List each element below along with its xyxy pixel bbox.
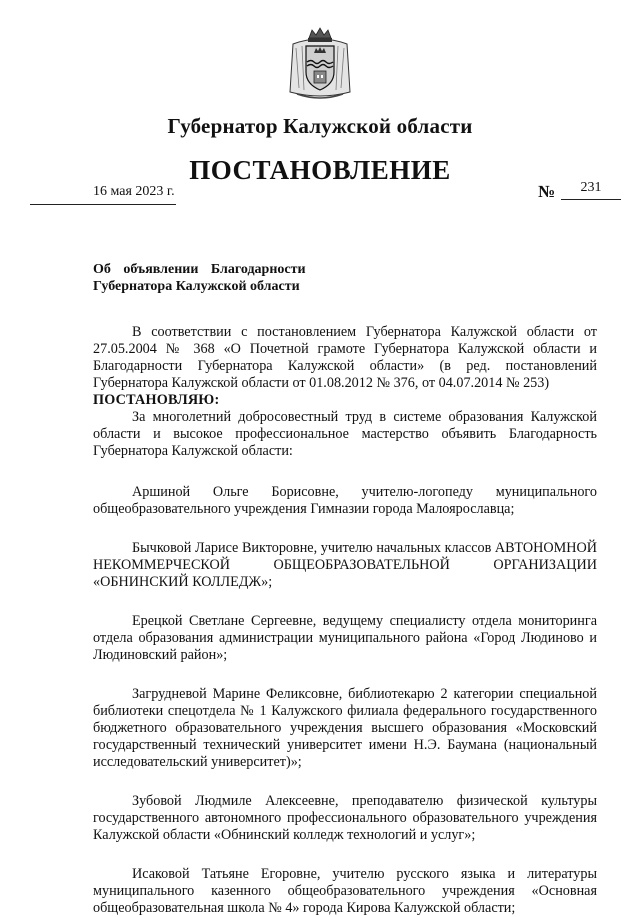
document-date: 16 мая 2023 г. bbox=[93, 184, 175, 199]
governor-title: Губернатор Калужской области bbox=[167, 114, 473, 138]
awardee-paragraph: Аршиной Ольге Борисовне, учителю-логопеду муниципального общеобразовательного учреждения Гимназии города Малоярославца; bbox=[93, 484, 597, 517]
awardee-paragraph: Зубовой Людмиле Алексеевне, преподавателю физической культуры государственного автономного профессионального образовательного учреждения Калужской области «Обнинский колледж технологий и услуг»; bbox=[93, 793, 597, 843]
awardee-paragraph: Исаковой Татьяне Егоровне, учителю русского языка и литературы муниципального казенного общеобразовательного учреждения «Основная общеобразовательная школа № 4» города Кирова Калужской области; bbox=[93, 866, 597, 916]
number-underline bbox=[561, 199, 621, 200]
coat-of-arms-icon bbox=[287, 26, 353, 102]
document-body bbox=[93, 324, 597, 917]
subject-line-1: Об объявлении Благодарности bbox=[93, 262, 306, 277]
document-type: ПОСТАНОВЛЕНИЕ bbox=[189, 155, 451, 185]
awardee-paragraph: Загрудневой Марине Феликсовне, библиотекарю 2 категории специальной библиотеки спецотдела № 1 Калужского филиала федерального государственного бюджетного образовательного учреждения высшего образования «Московский государственный технический университет имени Н.Э. Баумана (национальный исследовательский университет)»; bbox=[93, 686, 597, 770]
awardee-paragraph: Бычковой Ларисе Викторовне, учителю начальных классов АВТОНОМНОЙ НЕКОММЕРЧЕСКОЙ ОБЩЕОБРАЗОВАТЕЛЬНОЙ ОРГАНИЗАЦИИ «ОБНИНСКИЙ КОЛЛЕДЖ»; bbox=[93, 540, 597, 590]
resolve-heading: ПОСТАНОВЛЯЮ: bbox=[93, 392, 220, 408]
subject-line-2: Губернатора Калужской области bbox=[93, 279, 300, 294]
preamble-paragraph: В соответствии с постановлением Губернатора Калужской области от 27.05.2004 № 368 «О Почетной грамоте Губернатора Калужской области и Благодарности Губернатора Калужской области» (в ред. постановлений Губернатора Калужской области от 01.08.2012 № 376, от 04.07.2014 № 253) bbox=[93, 324, 597, 391]
intro-paragraph: За многолетний добросовестный труд в системе образования Калужской области и высокое профессиональное мастерство объявить Благодарность Губернатора Калужской области: bbox=[93, 409, 597, 459]
awardee-paragraph: Ерецкой Светлане Сергеевне, ведущему специалисту отдела мониторинга отдела образования администрации муниципального района «Город Людиново и Людиновский район»; bbox=[93, 613, 597, 663]
document-subject bbox=[93, 261, 333, 295]
number-label: № bbox=[538, 182, 556, 201]
document-number: 231 bbox=[580, 180, 602, 195]
date-underline bbox=[30, 204, 176, 205]
